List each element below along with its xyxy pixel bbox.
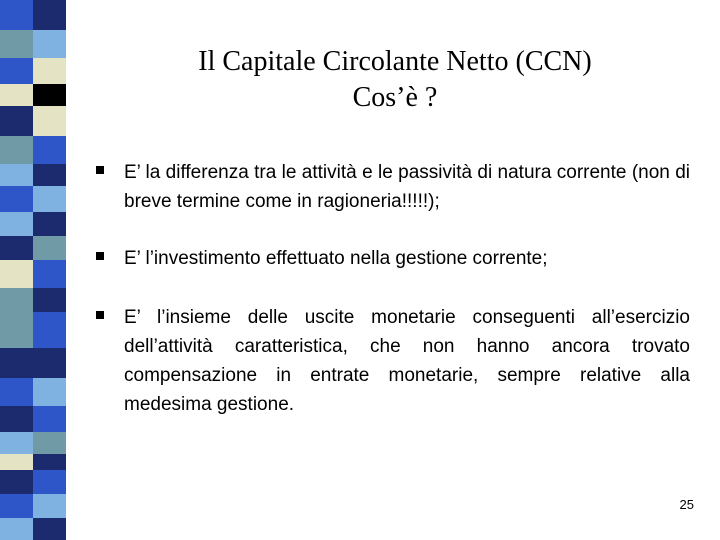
decorative-block xyxy=(33,406,66,432)
decorative-block xyxy=(33,58,66,84)
decorative-sidebar-strip xyxy=(0,0,66,540)
slide-title xyxy=(70,44,720,116)
bullet-text: E’ l’investimento effettuato nella gestione corrente; xyxy=(124,248,548,269)
decorative-block xyxy=(33,432,66,454)
bullet-text: E’ la differenza tra le attività e le passività di natura corrente (non di breve termine come in ragioneria!!!!!); xyxy=(124,162,690,212)
decorative-block xyxy=(0,136,33,164)
decorative-block xyxy=(0,406,33,432)
decorative-block xyxy=(33,312,66,348)
decorative-block xyxy=(33,236,66,260)
decorative-block xyxy=(33,494,66,518)
decorative-block xyxy=(33,212,66,236)
decorative-block xyxy=(33,378,66,406)
decorative-block xyxy=(0,186,33,212)
decorative-block xyxy=(33,186,66,212)
decorative-block xyxy=(33,30,66,58)
decorative-block xyxy=(0,30,33,58)
decorative-block xyxy=(0,164,33,186)
decorative-block xyxy=(33,470,66,494)
bullet-item xyxy=(90,303,690,419)
decorative-block xyxy=(0,0,33,30)
decorative-block xyxy=(0,58,33,84)
decorative-block xyxy=(0,378,33,406)
decorative-block xyxy=(0,470,33,494)
bullet-item xyxy=(90,244,690,273)
decorative-block xyxy=(33,348,66,378)
bullet-square-icon xyxy=(96,252,104,260)
decorative-block xyxy=(33,0,66,30)
decorative-block xyxy=(0,454,33,470)
bullet-item xyxy=(90,158,690,216)
slide-title-line-1: Il Capitale Circolante Netto (CCN) xyxy=(198,46,592,77)
decorative-block xyxy=(0,212,33,236)
bullet-square-icon xyxy=(96,311,104,319)
decorative-block xyxy=(33,518,66,540)
slide-title-line-2: Cos’è ? xyxy=(352,82,438,113)
decorative-block xyxy=(0,518,33,540)
decorative-block xyxy=(0,348,33,378)
page-number: 25 xyxy=(679,497,694,512)
decorative-block xyxy=(0,432,33,454)
decorative-block xyxy=(0,288,33,312)
bullet-text: E’ l’insieme delle uscite monetarie conseguenti all’esercizio dell’attività caratteristica, che non hanno ancora trovato compensazione in entrate monetarie, sempre relative alla medesima gestione. xyxy=(124,307,690,415)
decorative-block xyxy=(33,84,66,106)
decorative-block xyxy=(33,164,66,186)
decorative-block xyxy=(33,136,66,164)
decorative-block xyxy=(0,84,33,106)
decorative-block xyxy=(0,312,33,348)
decorative-block xyxy=(33,106,66,136)
decorative-block xyxy=(0,236,33,260)
decorative-block xyxy=(33,260,66,288)
bullet-square-icon xyxy=(96,166,104,174)
decorative-block xyxy=(0,106,33,136)
decorative-block xyxy=(33,454,66,470)
decorative-block xyxy=(33,288,66,312)
bullet-list xyxy=(90,158,690,447)
decorative-block xyxy=(0,494,33,518)
decorative-block xyxy=(0,260,33,288)
